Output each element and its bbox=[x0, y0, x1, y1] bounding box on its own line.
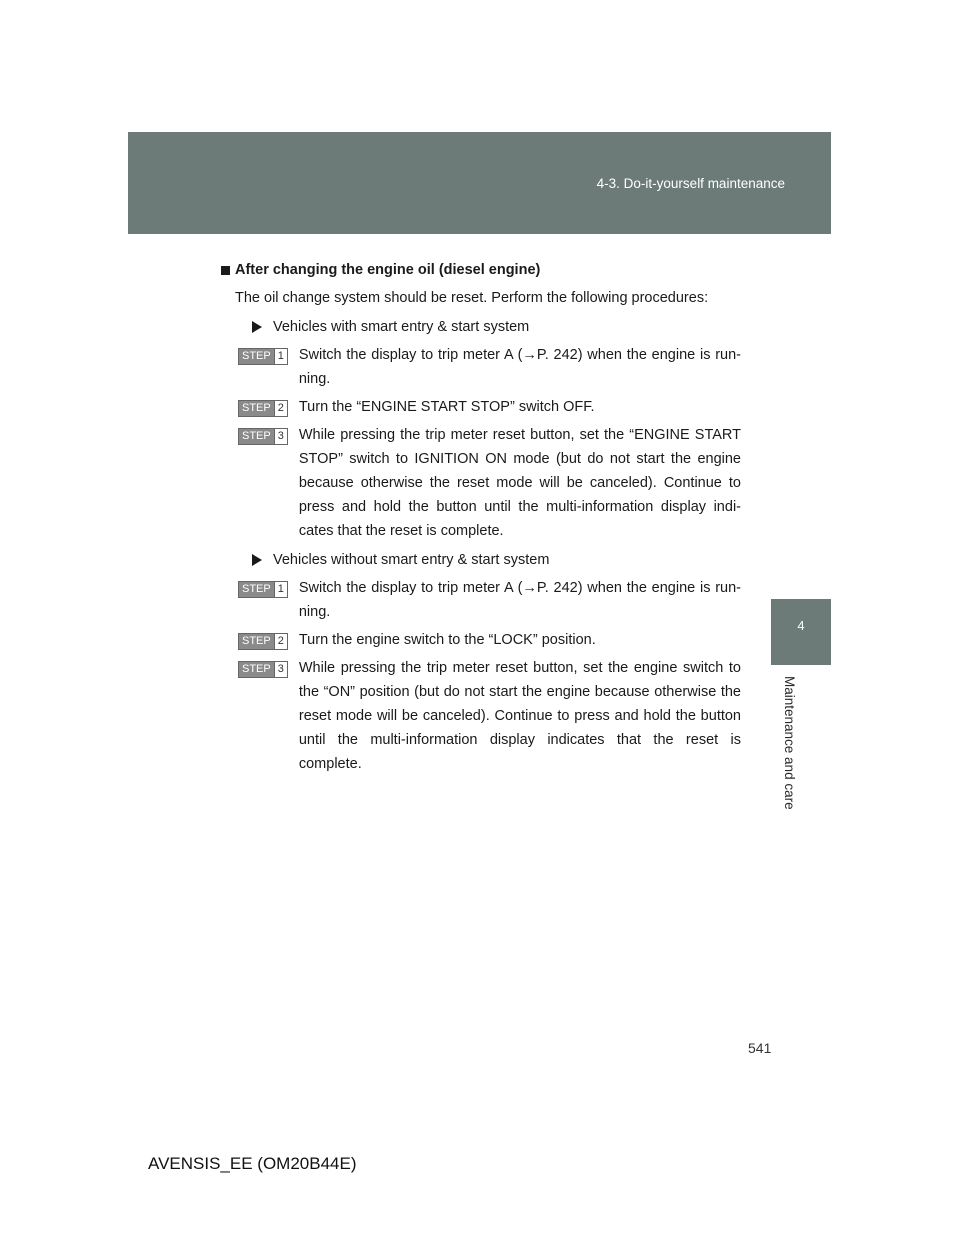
step-badge-word: STEP bbox=[239, 401, 274, 416]
step-badge-number: 1 bbox=[274, 582, 287, 597]
step-badge-number: 1 bbox=[274, 349, 287, 364]
step-text: Switch the display to trip meter A (→P. 242) when the engine is run-ning. bbox=[298, 347, 741, 387]
document-footer: AVENSIS_EE (OM20B44E) bbox=[148, 1154, 357, 1173]
step-badge-number: 2 bbox=[274, 401, 287, 416]
vehicle-type-label: Vehicles without smart entry & start system bbox=[273, 552, 550, 568]
step-text: Turn the engine switch to the “LOCK” position. bbox=[298, 632, 596, 648]
triangle-bullet-icon bbox=[252, 554, 262, 566]
step-badge bbox=[238, 428, 288, 445]
intro-text: The oil change system should be reset. Perform the following procedures: bbox=[235, 290, 709, 306]
chapter-number: 4 bbox=[797, 618, 805, 633]
step-badge-word: STEP bbox=[239, 634, 274, 649]
step-text: While pressing the trip meter reset button, set the engine switch to the “ON” position (but do not start the engine because otherwise the reset mode will be canceled). Continue to press and hold the button until the multi-information display indicates that the reset is complete. bbox=[298, 660, 741, 772]
procedure-step bbox=[221, 395, 741, 419]
step-badge bbox=[238, 581, 288, 598]
step-text: Switch the display to trip meter A (→P. 242) when the engine is run-ning. bbox=[298, 580, 741, 620]
step-badge-word: STEP bbox=[239, 662, 274, 677]
step-badge-word: STEP bbox=[239, 429, 274, 444]
vehicle-type bbox=[252, 548, 741, 572]
procedure-step bbox=[221, 423, 741, 543]
vehicle-type-label: Vehicles with smart entry & start system bbox=[273, 319, 530, 335]
step-badge bbox=[238, 348, 288, 365]
step-badge bbox=[238, 633, 288, 650]
triangle-bullet-icon bbox=[252, 321, 262, 333]
step-text: While pressing the trip meter reset button, set the “ENGINE START STOP” switch to IGNITION ON mode (but do not start the engine because otherwise the reset mode will be canceled). Continue to press and hold the button until the multi-information display indi-cates that the reset is complete. bbox=[298, 427, 741, 539]
step-badge-number: 2 bbox=[274, 634, 287, 649]
step-badge-number: 3 bbox=[274, 662, 287, 677]
procedure-step bbox=[221, 628, 741, 652]
step-badge bbox=[238, 661, 288, 678]
section-title: 4-3. Do-it-yourself maintenance bbox=[596, 176, 785, 191]
procedure-group bbox=[221, 315, 741, 543]
chapter-title: Maintenance and care bbox=[782, 676, 797, 810]
procedure-group bbox=[221, 548, 741, 776]
procedure-step bbox=[221, 343, 741, 391]
page-number: 541 bbox=[748, 1040, 772, 1056]
section-heading bbox=[221, 258, 741, 282]
step-badge bbox=[238, 400, 288, 417]
step-badge-word: STEP bbox=[239, 349, 274, 364]
step-text: Turn the “ENGINE START STOP” switch OFF. bbox=[298, 399, 595, 415]
main-content bbox=[221, 258, 741, 780]
step-badge-word: STEP bbox=[239, 582, 274, 597]
heading-text: After changing the engine oil (diesel engine) bbox=[235, 262, 541, 278]
procedure-step bbox=[221, 656, 741, 776]
procedure-step bbox=[221, 576, 741, 624]
vehicle-type bbox=[252, 315, 741, 339]
step-badge-number: 3 bbox=[274, 429, 287, 444]
square-bullet-icon bbox=[221, 266, 230, 275]
